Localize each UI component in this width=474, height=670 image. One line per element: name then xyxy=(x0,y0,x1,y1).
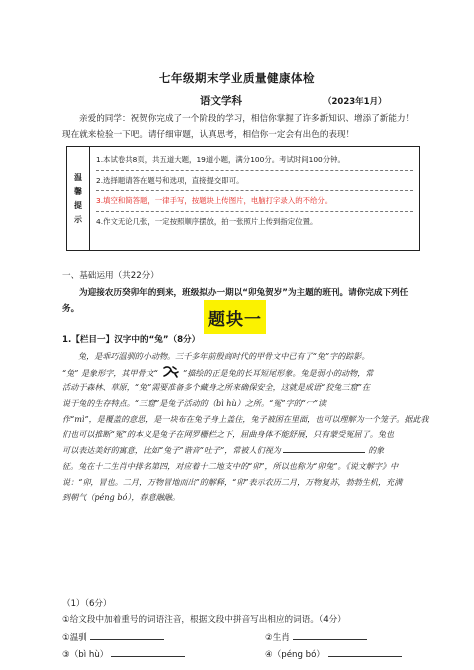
notice-side-label xyxy=(67,147,90,250)
notice-item-warning: 3.填空和简答题，一律手写，按题块上传图片，电脑打字录入的不给分。 xyxy=(96,191,413,212)
section-heading: 一、基础运用（共22分） xyxy=(62,271,159,281)
exam-subject: 语文学科 xyxy=(200,95,242,107)
answer-item xyxy=(62,647,185,660)
subquestion-label: （1）（6分） xyxy=(62,599,112,609)
answer-blank[interactable] xyxy=(293,630,367,640)
passage-text: “兔” xyxy=(62,367,79,378)
passage-line xyxy=(62,443,422,459)
passage-line: 们也可以推断“冤”的本义是兔子在网罗栅栏之下，屈曲身体不能舒展，只有蒙受冤屈了。兔也 xyxy=(62,429,395,440)
block-title-badge: 题块一 xyxy=(204,300,266,334)
notice-side-char: 馨 xyxy=(74,186,82,196)
answer-item xyxy=(265,647,402,660)
subquestion-instruction: ①给文段中加着重号的词语注音，根据文段中拼音写出相应的词语。（4分） xyxy=(62,615,346,625)
exam-date: （2023年1月） xyxy=(323,97,387,107)
answer-blank[interactable] xyxy=(283,443,365,453)
passage-text: ”描绘的正是兔的长耳短尾形象。兔是弱小的动物，常 xyxy=(183,367,374,378)
answer-item xyxy=(265,630,367,643)
passage-text: 的象 xyxy=(368,445,385,456)
answer-label: ①温驯 xyxy=(62,633,87,643)
answer-blank[interactable] xyxy=(90,630,164,640)
passage-line: 到朝气（péng bó），春意融融。 xyxy=(62,492,180,503)
passage-text: 是象形字，其甲骨文“ xyxy=(80,367,158,378)
greeting-paragraph: 亲爱的同学：祝贺你完成了一个阶段的学习，相信你掌握了许多新知识、增添了新能力！现在就来检验一下吧。请仔细审题，认真思考，相信你一定会有出色的表现！ xyxy=(62,114,415,140)
notice-side-char: 示 xyxy=(74,214,82,224)
question-heading: 1.【栏目一】汉字中的“兔”（8分） xyxy=(62,335,201,345)
passage-line: 活动于森林、草原，“兔”需要准备多个藏身之所来确保安全，这就是成语“狡兔三窟”在 xyxy=(62,382,370,393)
answer-blank[interactable] xyxy=(328,647,402,657)
passage-line xyxy=(62,365,422,381)
answer-label: ③（bì hù） xyxy=(62,650,109,660)
notice-side-char: 提 xyxy=(74,200,82,210)
passage-line: 说：“卯，冒也。二月，万物冒地而出”的解释，“卯”表示农历二月，万物复苏，勃勃生机，充满 xyxy=(62,476,403,487)
notice-item: 2.选择题请答在题号和选项，直接提交即可。 xyxy=(96,171,413,192)
answer-blank[interactable] xyxy=(111,647,185,657)
passage-line: 兔，是乖巧温驯的小动物。三千多年前殷商时代的甲骨文中已有了“兔”字的踪影。 xyxy=(78,351,370,361)
notice-box xyxy=(66,146,420,251)
answer-label: ②生肖 xyxy=(265,633,290,643)
notice-item: 1.本试卷共8页，共五道大题，19道小题，满分100分。考试时间100分钟。 xyxy=(96,150,413,171)
passage-text: 可以表达美好的寓意，比如“兔子”谐音“吐子”，常被人们视为 xyxy=(62,445,281,456)
exam-title: 七年级期末学业质量健康体检 xyxy=(159,71,315,85)
question-passage xyxy=(62,349,429,506)
notice-item: 4.作文无论几张，一定按照顺序摆放，拍一张照片上传到指定位置。 xyxy=(96,216,318,226)
passage-line: 征。兔在十二生肖中排名第四，对应着十二地支中的“卯”，所以也称为“卯兔”。《说文解字》中 xyxy=(62,460,399,471)
passage-line: 作“mì”，是覆盖的意思，是一块布在兔子身上盖住，兔子被困在里面，也可以理解为一个笼子。据此我 xyxy=(62,413,429,424)
answer-item xyxy=(62,630,164,643)
section-intro: 为迎接农历癸卯年的到来，班级拟办一期以“卯兔贺岁”为主题的班刊。请你完成下列任务。 xyxy=(62,288,409,314)
oracle-bone-rabbit-glyph xyxy=(161,365,181,379)
answer-label: ④（péng bó） xyxy=(265,650,325,660)
notice-body xyxy=(90,147,419,250)
notice-side-char: 温 xyxy=(74,172,82,182)
passage-line: 说于兔的生存特点。“三窟”是兔子活动的（bì hù）之所。“冤”字的“冖”读 xyxy=(62,398,327,409)
